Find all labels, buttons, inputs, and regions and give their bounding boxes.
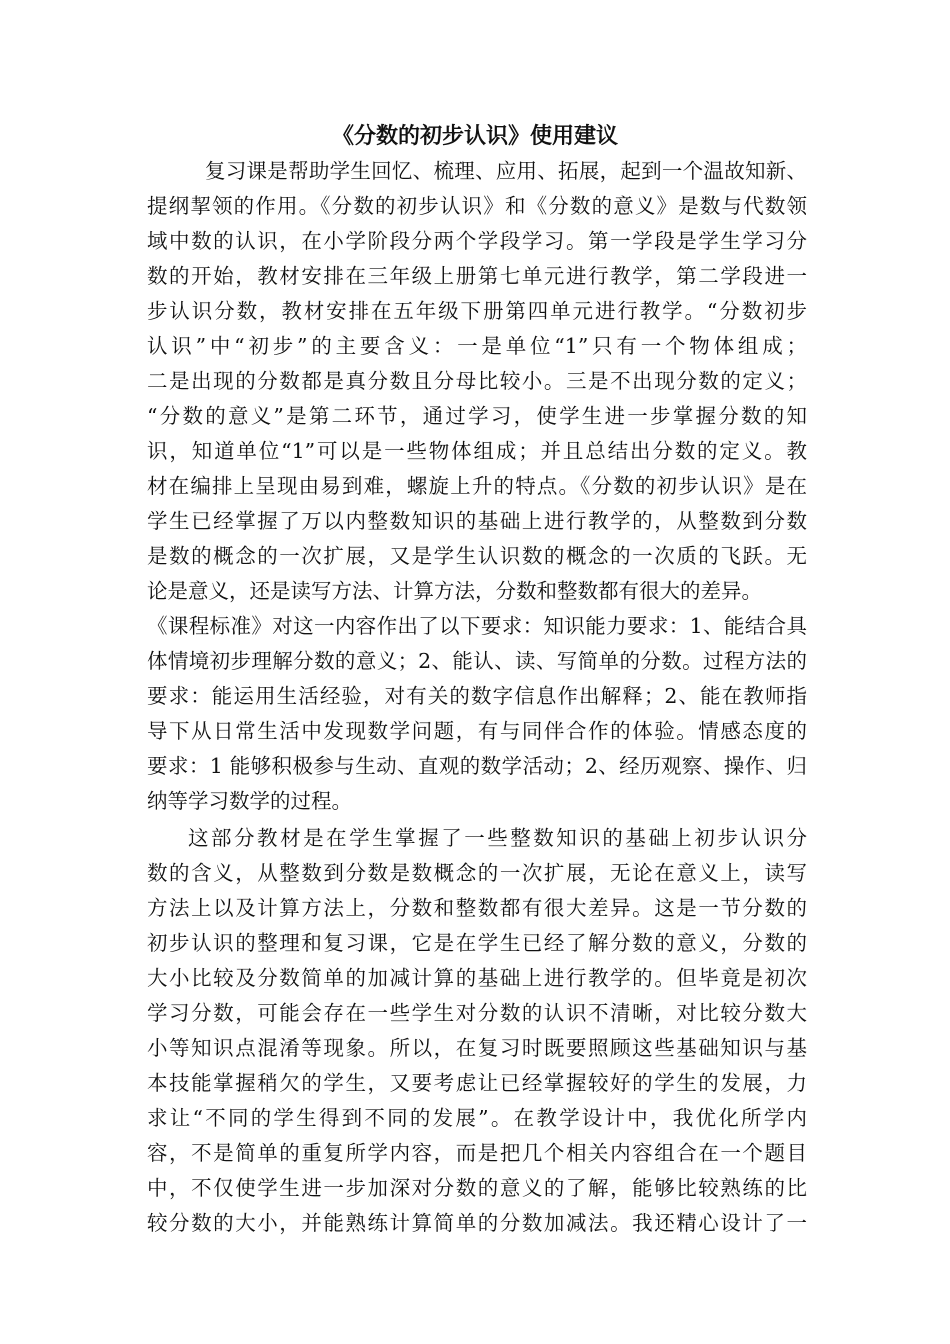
paragraph-1-line: 数的开始，教材安排在三年级上册第七单元进行教学，第二学段进一 bbox=[147, 264, 807, 288]
paragraph-2-line: 方法上以及计算方法上，分数和整数都有很大差异。这是一节分数的 bbox=[147, 896, 807, 920]
paragraph-2-line: 求让“不同的学生得到不同的发展”。在教学设计中，我优化所学内 bbox=[147, 1106, 807, 1130]
paragraph-1-line: 导下从日常生活中发现数学问题，有与同伴合作的体验。情感态度的 bbox=[147, 719, 807, 743]
paragraph-1-line: 学生已经掌握了万以内整数知识的基础上进行教学的，从整数到分数 bbox=[147, 509, 807, 533]
paragraph-1-line: “分数的意义”是第二环节，通过学习，使学生进一步掌握分数的知 bbox=[147, 404, 807, 428]
paragraph-1-line: 要求：能运用生活经验，对有关的数字信息作出解释；2、能在教师指 bbox=[147, 684, 807, 708]
paragraph-2-line: 中，不仅使学生进一步加深对分数的意义的了解，能够比较熟练的比 bbox=[147, 1176, 807, 1200]
paragraph-1-line: 要求：1 能够积极参与生动、直观的数学活动；2、经历观察、操作、归 bbox=[147, 754, 807, 778]
paragraph-1-line: 步认识分数，教材安排在五年级下册第四单元进行教学。“分数初步 bbox=[147, 299, 807, 323]
paragraph-1-line-1: 复习课是帮助学生回忆、梳理、应用、拓展，起到一个温故知新、 bbox=[205, 159, 807, 183]
paragraph-1-line: 材在编排上呈现由易到难，螺旋上升的特点。《分数的初步认识》是在 bbox=[147, 474, 807, 498]
paragraph-2-line: 初步认识的整理和复习课，它是在学生已经了解分数的意义，分数的 bbox=[147, 931, 807, 955]
paragraph-2-line-1: 这部分教材是在学生掌握了一些整数知识的基础上初步认识分 bbox=[188, 826, 807, 850]
paragraph-1-last-line: 纳等学习数学的过程。 bbox=[147, 789, 352, 813]
paragraph-1-line: 认识”中“初步”的主要含义：一是单位“1”只有一个物体组成； bbox=[147, 334, 807, 358]
paragraph-2-line: 数的含义，从整数到分数是数概念的一次扩展，无论在意义上，读写 bbox=[147, 861, 807, 885]
paragraph-1-line: 提纲挈领的作用。《分数的初步认识》和《分数的意义》是数与代数领 bbox=[147, 194, 807, 218]
paragraph-1-line: 论是意义，还是读写方法、计算方法，分数和整数都有很大的差异。 bbox=[147, 579, 762, 603]
document-title: 《分数的初步认识》使用建议 bbox=[331, 123, 618, 149]
paragraph-1-line: 是数的概念的一次扩展，又是学生认识数的概念的一次质的飞跃。无 bbox=[147, 544, 807, 568]
paragraph-1-line: 域中数的认识，在小学阶段分两个学段学习。第一学段是学生学习分 bbox=[147, 229, 807, 253]
paragraph-2-line: 容，不是简单的重复所学内容，而是把几个相关内容组合在一个题目 bbox=[147, 1141, 807, 1165]
paragraph-2-line: 较分数的大小，并能熟练计算简单的分数加减法。我还精心设计了一 bbox=[147, 1211, 807, 1235]
paragraph-1-line: 体情境初步理解分数的意义；2、能认、读、写简单的分数。过程方法的 bbox=[147, 649, 807, 673]
paragraph-2-line: 小等知识点混淆等现象。所以，在复习时既要照顾这些基础知识与基 bbox=[147, 1036, 807, 1060]
paragraph-2-line: 大小比较及分数简单的加减计算的基础上进行教学的。但毕竟是初次 bbox=[147, 966, 807, 990]
paragraph-1-line: 二是出现的分数都是真分数且分母比较小。三是不出现分数的定义； bbox=[147, 369, 807, 393]
paragraph-2-line: 学习分数，可能会存在一些学生对分数的认识不清晰，对比较分数大 bbox=[147, 1001, 807, 1025]
paragraph-1-line: 《课程标准》对这一内容作出了以下要求：知识能力要求：1、能结合具 bbox=[147, 614, 807, 638]
paragraph-2-line: 本技能掌握稍欠的学生，又要考虑让已经掌握较好的学生的发展，力 bbox=[147, 1071, 807, 1095]
paragraph-1-line: 识，知道单位“1”可以是一些物体组成；并且总结出分数的定义。教 bbox=[147, 439, 807, 463]
